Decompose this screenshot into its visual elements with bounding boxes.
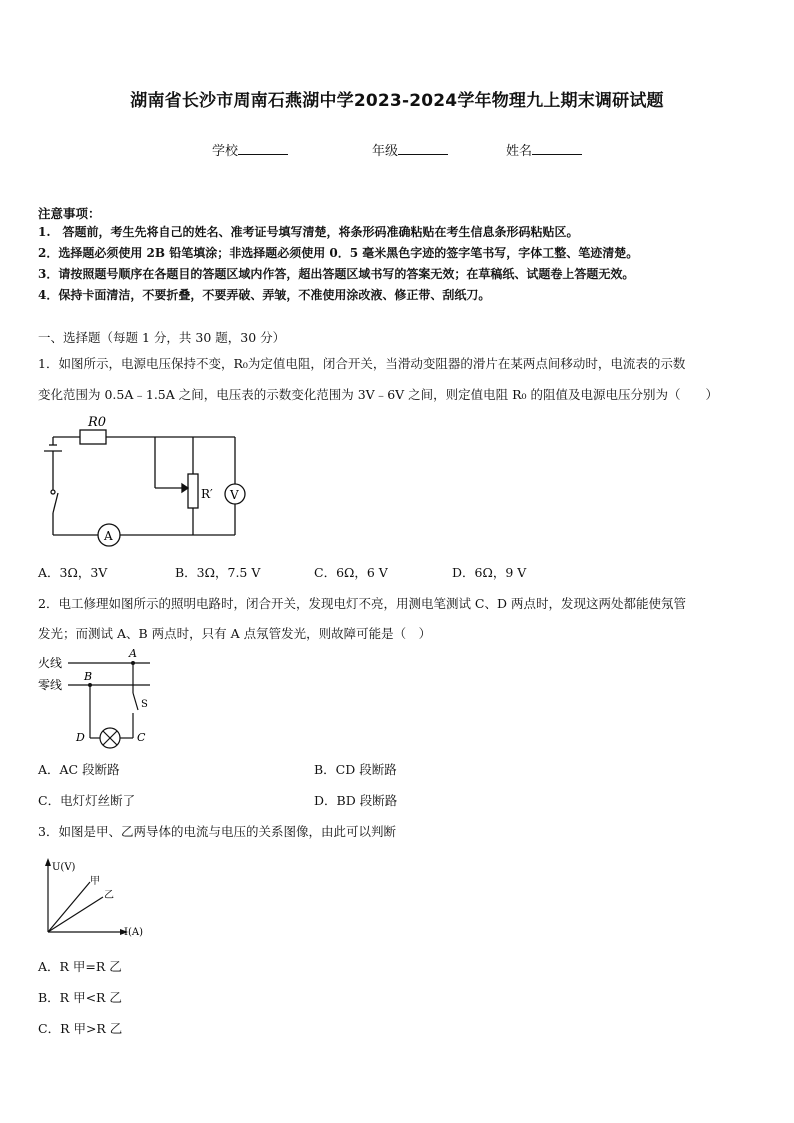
- point-c-label: C: [137, 731, 146, 744]
- yi-label: 乙: [104, 890, 114, 901]
- grade-label: 年级: [372, 144, 399, 159]
- q1-circuit-figure: [38, 410, 253, 555]
- note-item-2: 2．选择题必须使用 2B 铅笔填涂；非选择题必须使用 0．5 毫米黑色字迹的签字笔书写，字体工整、笔迹清楚。: [38, 246, 639, 260]
- q2-line-2: 发光；而测试 A、B 两点时，只有 A 点氖管发光，则故障可能是（ ）: [38, 626, 432, 641]
- rprime-label: R′: [201, 487, 213, 501]
- q1-line-2: 变化范围为 0.5A﹣1.5A 之间，电压表的示数变化范围为 3V﹣6V 之间，则定值电阻 R₀ 的阻值及电源电压分别为（ ）: [38, 387, 719, 402]
- ammeter-label: A: [104, 529, 113, 543]
- q2-lighting-circuit-figure: [38, 645, 163, 753]
- section-heading: 一、选择题（每题 1 分，共 30 题，30 分）: [38, 330, 286, 345]
- point-d-label: D: [76, 731, 85, 744]
- rheostat: [188, 474, 198, 508]
- q1-option-c: C．6Ω，6 V: [314, 565, 388, 580]
- notes-heading: 注意事项：: [38, 206, 101, 221]
- y-axis-label: U(V): [52, 862, 76, 873]
- live-wire-label: 火线: [38, 656, 63, 670]
- jia-label: 甲: [90, 876, 100, 887]
- note-item-3: 3．请按照题号顺序在各题目的答题区域内作答，超出答题区域书写的答案无效；在草稿纸、试题卷上答题无效。: [38, 267, 635, 281]
- x-axis-label: I(A): [124, 927, 143, 938]
- r0-label: R0: [88, 415, 107, 430]
- q1-option-d: D．6Ω，9 V: [452, 565, 527, 580]
- q3-line-1: 3．如图是甲、乙两导体的电流与电压的关系图像，由此可以判断: [38, 824, 396, 839]
- switch-s: [133, 693, 138, 710]
- name-label: 姓名: [506, 144, 533, 159]
- q3-option-a: A．R 甲=R 乙: [38, 959, 122, 974]
- q2-option-d: D．BD 段断路: [314, 793, 398, 808]
- switch: [53, 493, 58, 513]
- r0-resistor: [80, 430, 106, 444]
- page-title: 湖南省长沙市周南石燕湖中学2023-2024学年物理九上期末调研试题: [130, 91, 664, 111]
- point-b-label: B: [84, 670, 93, 683]
- line-yi: [48, 897, 103, 932]
- q1-option-a: A．3Ω，3V: [38, 565, 108, 580]
- q2-line-1: 2．电工修理如图所示的照明电路时，闭合开关，发现电灯不亮，用测电笔测试 C、D 两点时，发现这两处都能使氖管: [38, 596, 686, 611]
- q3-option-b: B．R 甲<R 乙: [38, 990, 122, 1005]
- neutral-wire-label: 零线: [38, 678, 63, 692]
- note-item-4: 4．保持卡面清洁，不要折叠，不要弄破、弄皱，不准使用涂改液、修正带、刮纸刀。: [38, 288, 491, 302]
- name-field: [506, 140, 582, 159]
- q2-option-a: A．AC 段断路: [38, 762, 120, 777]
- q2-option-b: B．CD 段断路: [314, 762, 397, 777]
- q3-option-c: C．R 甲>R 乙: [38, 1021, 123, 1036]
- school-label: 学校: [212, 144, 239, 159]
- switch-s-label: S: [141, 699, 148, 710]
- grade-field: [372, 140, 448, 159]
- q3-graph-figure: [38, 852, 158, 944]
- q1-line-1: 1．如图所示，电源电压保持不变，R₀为定值电阻，闭合开关，当滑动变阻器的滑片在某两点间移动时，电流表的示数: [38, 356, 686, 371]
- voltmeter-label: V: [230, 488, 239, 502]
- school-field: [212, 140, 288, 159]
- line-jia: [48, 882, 90, 932]
- q1-option-b: B．3Ω，7.5 V: [175, 565, 261, 580]
- q2-option-c: C．电灯灯丝断了: [38, 793, 136, 808]
- note-item-1: 1. 答题前，考生先将自己的姓名、准考证号填写清楚，将条形码准确粘贴在考生信息条形码粘贴区。: [38, 225, 579, 239]
- point-a-label: A: [129, 647, 137, 660]
